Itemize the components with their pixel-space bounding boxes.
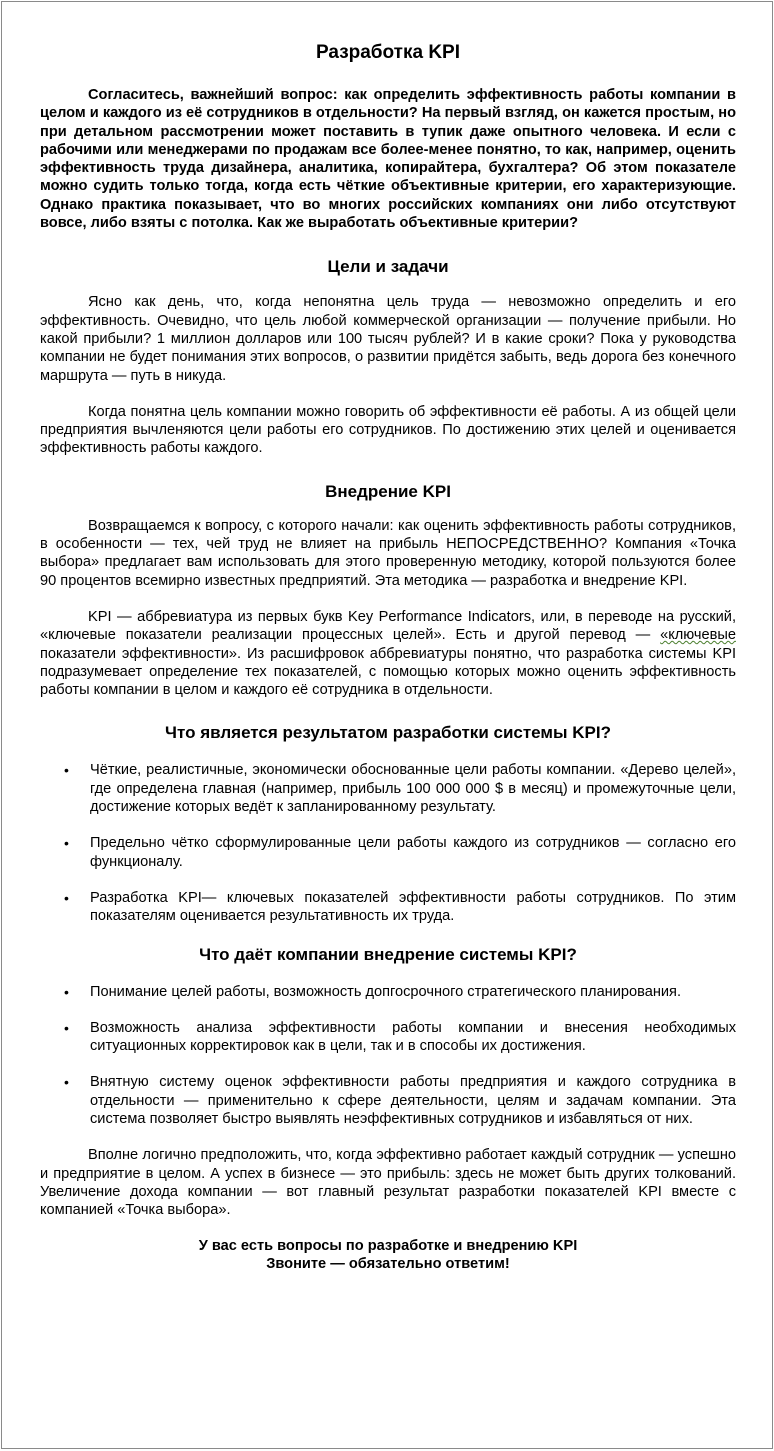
bullet-icon: • bbox=[64, 1074, 69, 1091]
page-title: Разработка KPI bbox=[315, 42, 461, 63]
bullet-icon: • bbox=[64, 835, 69, 852]
closing-line-1 bbox=[40, 1237, 736, 1255]
conclusion-paragraph: Вполне логично предположить, что, когда эффективно работает каждый сотрудник — успешно и предприятие в целом. А успех в бизнесе — это прибыль: здесь не может быть других толкований. Увеличение дохода компании — вот главный результат разработки показателей KPI вместе с компанией «Точка выбора». bbox=[40, 1147, 736, 1219]
list-item bbox=[40, 1019, 736, 1056]
implementation-paragraph-2 bbox=[40, 608, 736, 699]
result-list bbox=[40, 761, 736, 925]
implementation-paragraph-1: Возвращаемся к вопросу, с которого начали: как оценить эффективность работы сотрудников, в особенности — тех, чей труд не влияет на прибыль НЕПОСРЕДСТВЕННО? Компания «Точка выбора» предлагает вам использовать для этого проверенную методику, которой пользуются более 90 процентов всемирно известных предприятий. Эта методика — разработка и внедрение KPI. bbox=[40, 517, 736, 589]
list-item-text: Разработка KPI— ключевых показателей эффективности работы сотрудников. По этим показателям оценивается результативность их труда. bbox=[90, 889, 736, 925]
goals-paragraph-2: Когда понятна цель компании можно говорить об эффективности её работы. А из общей цели предприятия вычленяются цели работы его сотрудников. По достижению этих целей и оценивается эффективность работы каждого. bbox=[40, 403, 736, 457]
list-item bbox=[40, 983, 736, 1001]
closing-line-2: Звоните — обязательно ответим! bbox=[266, 1256, 510, 1273]
list-item-text: Понимание целей работы, возможность допгосрочного стратегического планирования. bbox=[90, 983, 682, 1000]
list-item-text: Предельно чётко сформулированные цели работы каждого из сотрудников — согласно его функционалу. bbox=[90, 835, 736, 870]
list-item bbox=[40, 889, 736, 926]
list-item-text: Возможность анализа эффективности работы компании и внесения необходимых ситуационных корректировок как в цели, так и в способы их достижения. bbox=[90, 1019, 736, 1055]
intro-paragraph: Согласитесь, важнейший вопрос: как определить эффективность работы компании в целом и каждого из её сотрудников в отдельности? На первый взгляд, он кажется простым, но при детальном рассмотрении может поставить в тупик даже опытного человека. И если с рабочими или менеджерами по продажам все более-менее понятно, то как, например, оценить эффективность труда дизайнера, аналитика, копирайтера, бухгалтера? Об этом показателе можно судить только тогда, когда есть чёткие объективные критерии, его характеризующие. Однако практика показывает, что во многих российских компаниях они либо отсутствуют вовсе, либо взяты с потолка. Как же выработать объективные критерии? bbox=[40, 87, 736, 232]
heading-result: Что является результатом разработки системы KPI? bbox=[165, 723, 611, 743]
list-item-text: Внятную систему оценок эффективности работы предприятия и каждого сотрудника в отдельности — применительно к сфере деятельности, целям и задачам компании. Эта система позволяет быстро выявлять неэффективных сотрудников и избавляться от них. bbox=[90, 1074, 736, 1127]
goals-paragraph-1: Ясно как день, что, когда непонятна цель труда — невозможно определить и его эффективность. Очевидно, что цель любой коммерческой организации — получение прибыли. Но какой прибыли? 1 миллион долларов или 100 тысяч рублей? И в какие сроки? Пока у руководства компании не будет понимания этих вопросов, о развитии придётся забыть, ведь дорога без конечного маршрута — путь в никуда. bbox=[40, 294, 736, 384]
list-item bbox=[40, 834, 736, 871]
list-item bbox=[40, 1073, 736, 1128]
heading-goals: Цели и задачи bbox=[327, 257, 449, 277]
heading-benefits: Что даёт компании внедрение системы KPI? bbox=[199, 944, 577, 964]
heading-implementation: Внедрение KPI bbox=[325, 481, 451, 501]
closing-question: У вас есть вопросы по разработке и внедрению KPI bbox=[198, 1238, 578, 1255]
benefits-list bbox=[40, 983, 736, 1129]
bullet-icon: • bbox=[64, 762, 69, 779]
list-item bbox=[40, 761, 736, 816]
bullet-icon: • bbox=[64, 1019, 69, 1036]
spellcheck-marked-word: «ключевые bbox=[660, 627, 736, 644]
bullet-icon: • bbox=[64, 983, 69, 1000]
document-page bbox=[1, 1, 773, 1449]
list-item-text: Чёткие, реалистичные, экономически обоснованные цели работы компании. «Дерево целей», где определена главная (например, прибыль 100 000 000 $ в месяц) и промежуточные цели, достижение которых ведёт к запланированному результату. bbox=[90, 762, 736, 816]
bullet-icon: • bbox=[64, 889, 69, 906]
kpi-definition-end: показатели эффективности». Из расшифровок аббревиатуры понятно, что разработка системы KPI подразумевает определение тех показателей, с помощью которых можно оценить эффективность работы компании в целом и каждого её сотрудника в отдельности. bbox=[40, 645, 736, 699]
kpi-definition-start: KPI — аббревиатура из первых букв Key Performance Indicators, или, в переводе на русский, «ключевые показатели реализации процессных целей». Есть и другой перевод — bbox=[40, 608, 736, 644]
